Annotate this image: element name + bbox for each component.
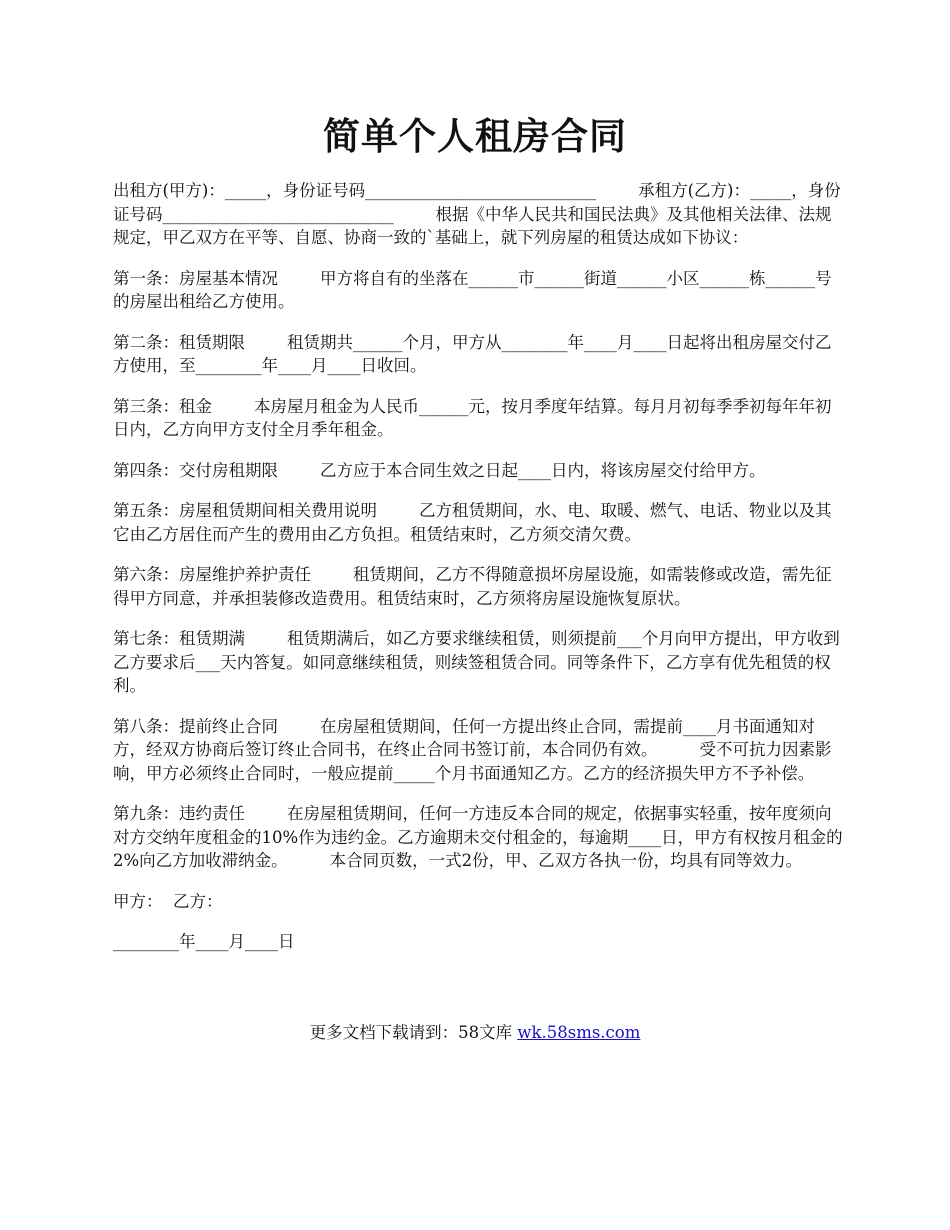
signature-parties: 甲方： 乙方： (113, 891, 223, 911)
article-1-paragraph: 第一条：房屋基本情况 甲方将自有的坐落在______市______街道______小区______栋______号的房屋出租给乙方使用。 (113, 268, 832, 311)
preamble-paragraph: 出租方(甲方)：_____，身份证号码____________________________ 承租方(乙方)：_____，身份证号码____________________________ 根据《中华人民共和国民法典》及其他相关法律、法规规定，甲乙双方在平等、自愿、协商一致的`基础上，就下列房屋的租赁达成如下协议： (113, 181, 841, 247)
article-2-paragraph: 第二条：租赁期限 租赁期共______个月，甲方从________年____月____日起将出租房屋交付乙方使用，至________年____月____日收回。 (113, 332, 832, 375)
contract-body (113, 179, 843, 971)
article-5-paragraph: 第五条：房屋租赁期间相关费用说明 乙方租赁期间，水、电、取暖、燃气、电话、物业以及其它由乙方居住而产生的费用由乙方负担。租赁结束时，乙方须交清欠费。 (113, 501, 832, 544)
article-4-paragraph: 第四条：交付房租期限 乙方应于本合同生效之日起____日内，将该房屋交付给甲方。 (113, 460, 766, 480)
document-title: 简单个人租房合同 (323, 114, 627, 158)
signature-date: ________年____月____日 (113, 932, 295, 951)
download-footer (0, 1021, 950, 1045)
footer-link[interactable]: wk.58sms.com (517, 1023, 641, 1042)
footer-text: 更多文档下载请到：58文库 (309, 1023, 518, 1042)
article-7-paragraph: 第七条：租赁期满 租赁期满后，如乙方要求继续租赁，则须提前___个月向甲方提出，甲方收到乙方要求后___天内答复。如同意继续租赁，则续签租赁合同。同等条件下，乙方享有优先租赁的权利。 (113, 629, 840, 695)
article-9-paragraph: 第九条：违约责任 在房屋租赁期间，任何一方违反本合同的规定，依据事实轻重，按年度须向对方交纳年度租金的10%作为违约金。乙方逾期未交付租金的，每逾期____日，甲方有权按月租金的2%向乙方加收滞纳金。 本合同页数，一式2份，甲、乙双方各执一份，均具有同等效力。 (113, 804, 843, 870)
article-6-paragraph: 第六条：房屋维护养护责任 租赁期间，乙方不得随意损坏房屋设施，如需装修或改造，需先征得甲方同意，并承担装修改造费用。租赁结束时，乙方须将房屋设施恢复原状。 (113, 565, 832, 608)
article-8-paragraph: 第八条：提前终止合同 在房屋租赁期间，任何一方提出终止合同，需提前____月书面通知对方，经双方协商后签订终止合同书，在终止合同书签订前，本合同仍有效。 受不可抗力因素影响，甲方必须终止合同时，一般应提前_____个月书面通知乙方。乙方的经济损失甲方不予补偿。 (113, 716, 832, 783)
article-3-paragraph: 第三条：租金 本房屋月租金为人民币______元，按月季度年结算。每月月初每季季初每年年初日内，乙方向甲方支付全月季年租金。 (113, 396, 832, 439)
